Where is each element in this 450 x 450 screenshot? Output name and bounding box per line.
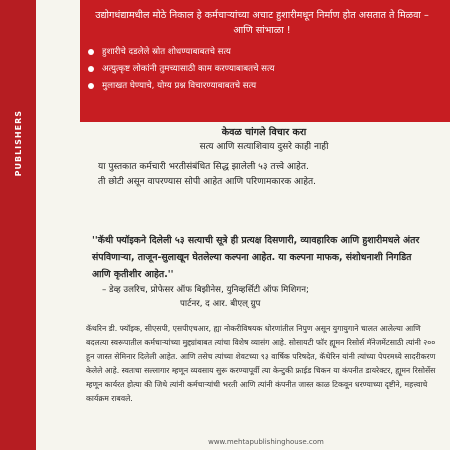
highlight-panel [80,0,450,122]
bullet-text: अत्युत्कृष्ट लोकांनी तुमच्यासाठी काम करण्याबाबतचे सत्य [102,64,275,74]
author-bio-text: कॅथरिन डी. फ्यॉइक, सीएसपी, एसपीएचआर, ह्या नोकरीविषयक धोरणांतील निपुण असून युगायुगाने चालत आलेल्या आणि बदलत्या स्वरूपातील कर्मचाऱ्यांच्या मुद्द्यांबाबत त्यांचा विशेष व्यासंग आहे. सोसायटी फॉर ह्यूमन रिसोर्स मॅनेजमेंटसाठी त्यांनी २०० हून जास्त सेमिनार दिलेली आहेत. आणि तसेच त्यांच्या शेवटच्या ९३ वार्षिक परिषदेत, कॅथेरिन यांनी त्यांच्या पेपरमध्ये सादरीकरण केलेले आहे. स्वतःचा सल्लागार म्हणून व्यवसाय सुरू करण्यापूर्वी त्या केन्टुकी फ्राईड चिकन या कंपनीत डायरेक्टर, ह्यूमन रिसोर्सेस म्हणून कार्यरत होत्या की जिथे त्यांनी कर्मचाऱ्यांची भरती आणि त्यांनी कंपनीत जास्त काळ टिकवून धरण्याच्या दृष्टीने, महत्त्वाचे कार्यक्रम राबवले. [86,324,436,403]
publisher-url: www.mehtapublishinghouse.com [208,438,324,446]
bullet-item [88,44,436,61]
book-spine [0,0,36,450]
bullet-text: हुशारीचे दडलेले स्रोत शोधण्याबाबतचे सत्य [102,47,231,57]
spine-publisher-text: PUBLISHERS [14,110,23,177]
bullet-item [88,61,436,78]
summary-line-2: ती छोटी असून वापरण्यास सोपी आहेत आणि परिणामकारक आहेत. [98,177,316,187]
bullet-dot-icon [88,83,94,89]
section-subtitle: सत्य आणि सत्याशिवाय दुसरे काही नाही [199,142,329,152]
summary-line-1: या पुस्तकात कर्मचारी भरतीसंबंधित सिद्ध झालेली ५३ तत्त्वे आहेत. [98,162,309,172]
testimonial [92,232,432,311]
testimonial-attribution: – डेव्ह उलरिच, प्रोफेसर ऑफ बिझीनेस, युनिव्हर्सिटी ऑफ मिशिगन; [102,285,309,295]
intro-text: उद्योगधंद्यामधील मोठे निकाल हे कर्मचाऱ्यांच्या अचाट हुशारीमधून निर्माण होत असतात ते मिळवा – आणि सांभाळा ! [95,10,429,36]
testimonial-attribution-2: पार्टनर, द आर. बीएल् ग्रुप [180,299,261,309]
bullet-dot-icon [88,66,94,72]
bullet-item [88,78,436,95]
bullet-text: मुलाखत घेण्याचे, योग्य प्रश्न विचारण्याबाबतचे सत्य [102,81,257,91]
author-bio [86,322,442,406]
bullet-list [88,44,436,95]
bullet-dot-icon [88,49,94,55]
testimonial-quote: ''कॅथी फ्यॉइकने दिलेली ५३ सत्याची सूत्रे ही प्रत्यक्ष दिसणारी, व्यावहारिक आणि हुशारीमधले अंतर संपविणाऱ्या, ताजून-सुलाखून घेतलेल्या कल्पना आहेत. या कल्पना माफक, संशोधनाशी निगडित आणि कृतीशीर आहेत.'' [92,235,420,280]
section-title: केवळ चांगले विचार करा [221,127,307,138]
middle-section [84,124,444,190]
